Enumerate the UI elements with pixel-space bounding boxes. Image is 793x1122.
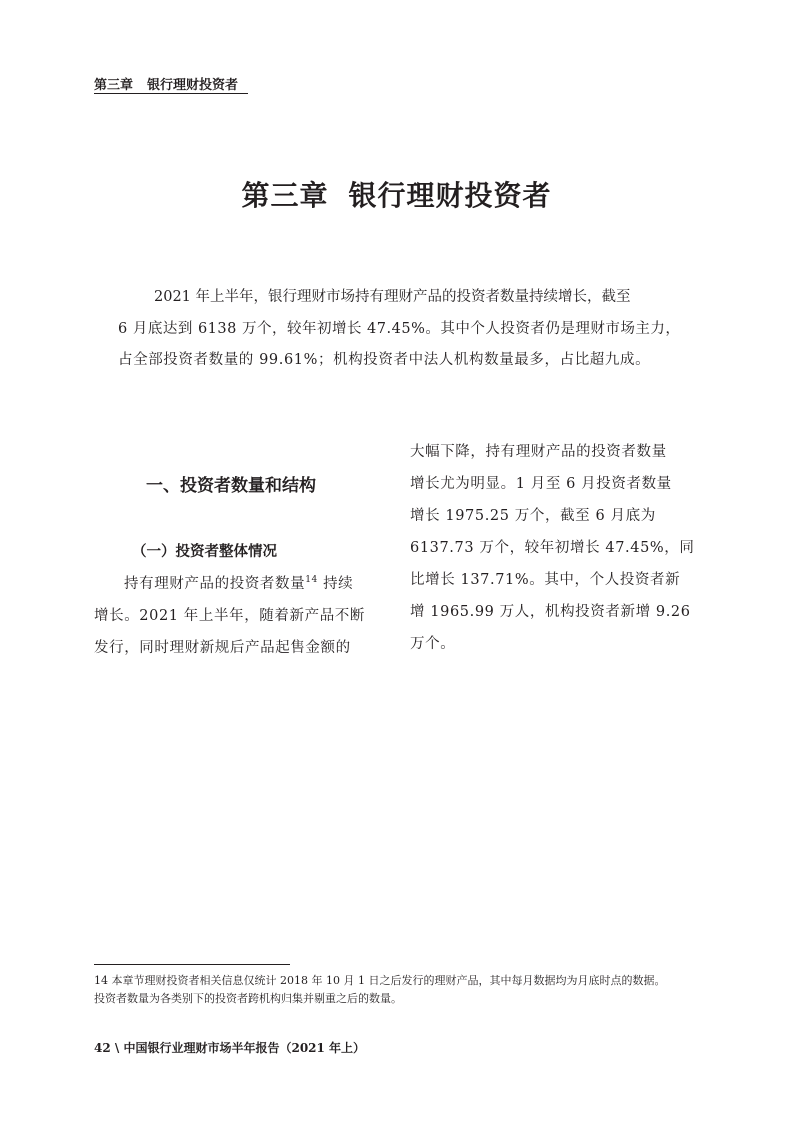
running-header-rule [94,93,248,94]
running-header-chapter: 第三章 [94,78,134,93]
section-heading: 一、投资者数量和结构 [146,476,316,496]
chapter-title-text: 银行理财投资者 [348,179,552,212]
intro-line: 6 月底达到 6138 万个，较年初增长 47.45%。其中个人投资者仍是理财市场主力， [118,320,681,337]
page-number: 42 [94,1041,111,1055]
body-line: 6137.73 万个，较年初增长 47.45%，同 [410,540,695,556]
body-line: 增 1965.99 万人，机构投资者新增 9.26 [410,604,691,620]
running-header-title: 银行理财投资者 [147,78,239,93]
body-line: 大幅下降，持有理财产品的投资者数量 [410,444,667,460]
footnote-line: 投资者数量为各类别下的投资者跨机构归集并剔重之后的数量。 [94,992,402,1005]
chapter-title [0,174,793,214]
left-column [94,470,376,664]
footnote-reference[interactable]: 14 [305,575,318,586]
footnote-rule [94,964,290,965]
body-line: 万个。 [410,636,456,652]
body-text: 持续 [317,576,354,592]
body-line: 比增长 137.71%。其中，个人投资者新 [410,572,681,588]
footnote [94,972,704,1008]
page-footer [94,1039,365,1056]
body-text: 持有理财产品的投资者数量 [124,576,306,592]
intro-line: 占全部投资者数量的 99.61%；机构投资者中法人机构数量最多，占比超九成。 [118,352,651,368]
publication-title: 中国银行业理财市场半年报告（2021 年上） [123,1041,366,1055]
chapter-title-number: 第三章 [241,179,329,212]
footer-separator: \ [114,1041,120,1055]
running-header [94,74,252,93]
body-line: 增长。2021 年上半年，随着新产品不断 [94,608,366,624]
body-line: 增长尤为明显。1 月至 6 月投资者数量 [410,476,672,492]
body-line [94,568,376,600]
body-line: 发行，同时理财新规后产品起售金额的 [94,640,351,656]
right-column [410,436,695,660]
footnote-line: 14 本章节理财投资者相关信息仅统计 2018 年 10 月 1 日之后发行的理财产品，其中每月数据均为月底时点的数据。 [94,974,666,987]
subsection-heading: （一）投资者整体情况 [132,543,277,560]
chapter-intro [118,282,681,377]
intro-line: 2021 年上半年，银行理财市场持有理财产品的投资者数量持续增长，截至 [154,289,631,305]
body-line: 增长 1975.25 万个，截至 6 月底为 [410,508,656,524]
